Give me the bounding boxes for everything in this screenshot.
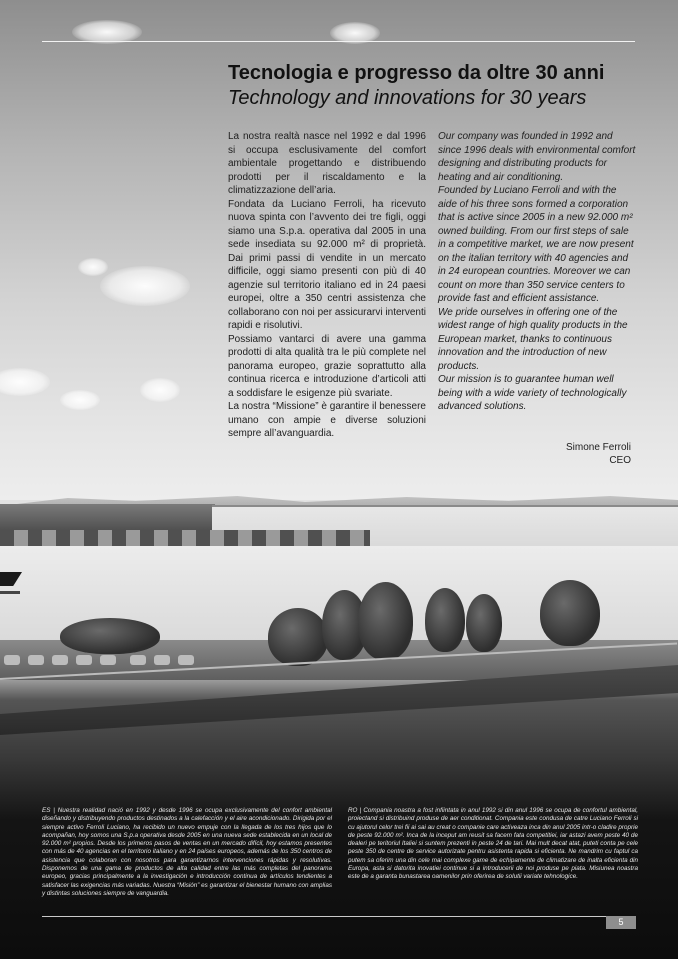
warehouse-roofs <box>0 530 370 546</box>
car <box>52 655 68 665</box>
car <box>178 655 194 665</box>
car <box>130 655 146 665</box>
bottom-divider <box>42 916 606 917</box>
english-paragraph: Our company was founded in 1992 and since 1996 deals with environmental comfort designing and distributing products for heating and air conditioning. <box>438 131 636 183</box>
tree <box>358 582 413 660</box>
tree <box>540 580 600 646</box>
cloud <box>100 266 190 306</box>
english-column <box>438 130 636 414</box>
tree <box>268 608 328 666</box>
top-divider <box>42 41 635 42</box>
car <box>76 655 92 665</box>
english-paragraph: Founded by Luciano Ferroli and with the aide of his three sons formed a corporation that is active since 2005 in a new 92.000 m² owned building. From our first steps of sale in a competitive market, we are now present on the italian territory with 40 agencies and in 24 european countries. Moreover we can count on more than 350 service centers to provide fast and efficient assistance. <box>438 185 634 304</box>
car <box>28 655 44 665</box>
car <box>154 655 170 665</box>
italian-paragraph: Possiamo vantarci di avere una gamma prodotti di alta qualità tra le più complete nel panorama europeo, grazie soprattutto alla continua ricerca e introduzione d’articoli atti a soddisfare le esigenze più svariate. <box>228 333 426 399</box>
italian-paragraph: Fondata da Luciano Ferroli, ha ricevuto nuova spinta con l’avvento dei tre figli, oggi siamo una S.p.a. operativa dal 2005 in una sede insediata su 92.000 m² di proprietà. Dai primi passi di vendite in un mercato difficile, oggi siamo presenti con più di 40 agenzie sul territorio italiano ed in 24 paesi europei, oltre a 350 centri assistenza che collaborano con noi per assicurarvi interventi rapidi e risolutivi. <box>228 198 426 331</box>
cloud <box>60 390 100 410</box>
tree <box>60 618 160 654</box>
signature <box>520 441 631 467</box>
italian-paragraph: La nostra realtà nasce nel 1992 e dal 1996 si occupa esclusivamente del comfort ambientale progettando e distribuendo prodotti per il riscaldamento e la climatizzazione dell’aria. <box>228 131 426 196</box>
building-logo-bar <box>0 591 20 594</box>
english-paragraph: Our mission is to guarantee human well being with a wide variety of technologically advanced solutions. <box>438 374 627 412</box>
car <box>4 655 20 665</box>
cloud <box>140 378 180 402</box>
tree <box>466 594 502 652</box>
signature-name: Simone Ferroli <box>565 442 631 453</box>
page-subtitle: Technology and innovations for 30 years <box>228 87 587 109</box>
cloud <box>78 258 108 276</box>
english-paragraph: We pride ourselves in offering one of the widest range of high quality products in the European market, thanks to continuous innovation and the introduction of new products. <box>438 306 628 372</box>
page-title: Tecnologia e progresso da oltre 30 anni <box>228 62 605 84</box>
page-number: 5 <box>606 916 636 929</box>
signature-role: CEO <box>609 455 631 466</box>
italian-paragraph: La nostra “Missione” è garantire il benessere umano con ampie e diverse soluzioni sempre all’avanguardia. <box>228 401 426 439</box>
factory-photo <box>0 490 678 830</box>
romanian-text: RO | Compania noastra a fost infiintata in anul 1992 si din anul 1996 se ocupa de confortul ambiental, proiectand si distribuind produse de aer conditionat. Compania este condusa de catre Luciano Ferroli si cu ajutorul celor trei fii ai sai au creat o companie care activeaza inca din anul 2005 intr-o cladire proprie de peste 92.000 m². Inca de la inceput am reusit sa facem fata competitiei, iar astazi avem peste 40 de dealeri pe teritoriul Italiei si suntem prezenti in peste 24 de tari. Mai mult decat atat, puteti conta pe cele peste 350 de centre de service autorizate pentru asistenta rapida si eficienta. Ne mandrim cu faptul ca putem sa oferim una din cele mai complexe game de echipamente de climatizare de inalta eficienta din Europa, asta si datorita inovatiei continue si a introducerii de noi produse pe piata. Misiunea noastra este de a garanta bunastarea oamenilor prin oferirea de solutii variate tehnologice. <box>348 807 638 881</box>
spanish-text: ES | Nuestra realidad nació en 1992 y desde 1996 se ocupa exclusivamente del confort ambiental diseñando y distribuyendo productos destinados a la calefacción y el aire acondicionado. Dirigida por el siempre activo Ferroli Luciano, ha recibido un nuevo empuje con la llegada de los tres hijos que lo acompañan, hoy somos una S.p.a operativa desde 2005 en una nueva sede establecida en un local de 92.000 m² propios. Desde los primeros pasos de ventas en un mercado difícil, hoy estamos presentes con más de 40 agencias en el territorio italiano y en 24 países europeos, además de los 350 centros de asistencia que colaboran con nosotros para garantizarnos intervenciones rápidas y resolutivas. Disponemos de una gama de productos de alta calidad entre las más completas del panorama europeo, gracias principalmente a la investigación e introducción continua de artículos tendientes a satisfacer las exigencias más variadas. Nuestra “Misión” es garantizar el bienestar humano con amplias y distintas soluciones siempre de vanguardia. <box>42 807 332 897</box>
tree <box>425 588 465 652</box>
italian-column <box>228 130 426 441</box>
car <box>100 655 116 665</box>
